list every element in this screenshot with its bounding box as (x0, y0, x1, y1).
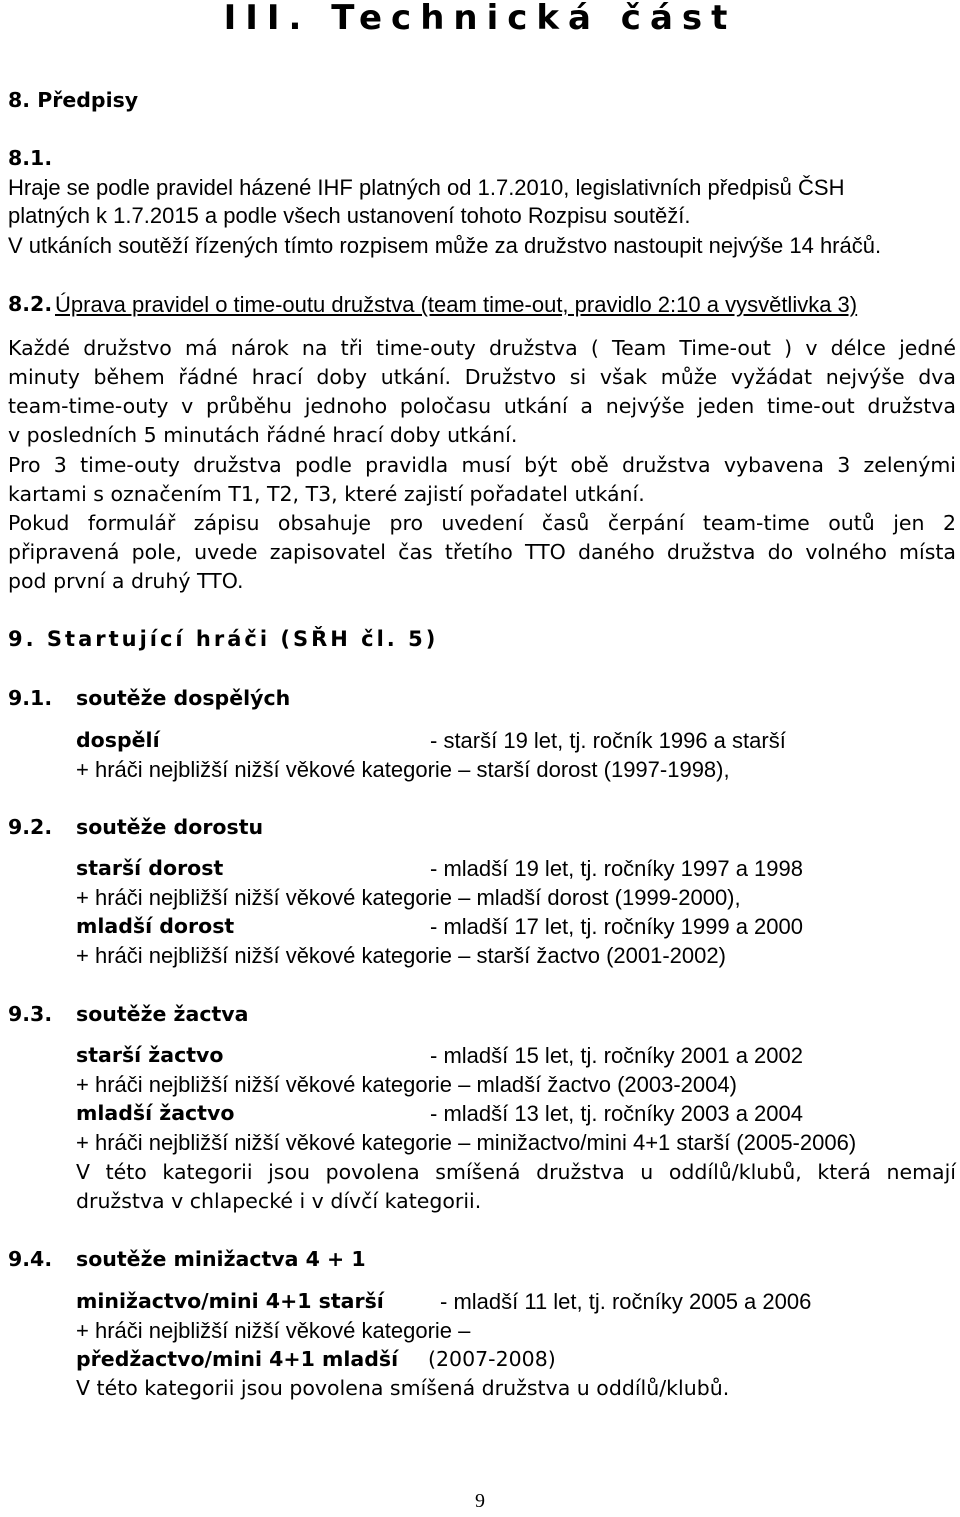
heading-8: 8. Předpisy (8, 88, 139, 112)
heading-9-3-number: 9.3. (8, 1002, 53, 1026)
category-mladsi-zactvo-extra: + hráči nejbližší nižší věkové kategorie – minižactvo/mini 4+1 starší (2005-2006) (76, 1130, 857, 1155)
heading-8-1: 8.1. (8, 146, 53, 170)
heading-9-4-number: 9.4. (8, 1247, 53, 1271)
category-minizactvo-starsi-extra: + hráči nejbližší nižší věkové kategorie – (76, 1318, 471, 1343)
category-mladsi-dorost: mladší dorost (76, 914, 235, 938)
para-3-line2: připravená pole, uvede zapisovatel čas třetího TTO daného družstva do volného místa (8, 540, 956, 564)
category-mladsi-zactvo-age: - mladší 13 let, tj. ročníky 2003 a 2004 (430, 1101, 803, 1126)
category-starsi-zactvo-extra: + hráči nejbližší nižší věkové kategorie – mladší žactvo (2003-2004) (76, 1072, 737, 1097)
category-dospeli: dospělí (76, 728, 160, 752)
heading-9-3-title: soutěže žactva (76, 1002, 249, 1026)
category-mladsi-zactvo: mladší žactvo (76, 1101, 235, 1125)
category-starsi-zactvo: starší žactvo (76, 1043, 224, 1067)
section-title: III. Technická část (223, 0, 737, 38)
category-starsi-zactvo-age: - mladší 15 let, tj. ročníky 2001 a 2002 (430, 1043, 803, 1068)
category-starsi-dorost-extra: + hráči nejbližší nižší věkové kategorie – mladší dorost (1999-2000), (76, 885, 741, 910)
heading-9-1-number: 9.1. (8, 686, 53, 710)
category-starsi-dorost-age: - mladší 19 let, tj. ročníky 1997 a 1998 (430, 856, 803, 881)
category-minizactvo-starsi-age: - mladší 11 let, tj. ročníky 2005 a 2006 (440, 1289, 812, 1314)
category-predzactvo-mladsi-years: (2007-2008) (428, 1347, 556, 1371)
heading-9-4-title: soutěže minižactva 4 + 1 (76, 1247, 366, 1271)
para-3-line3: pod první a druhý TTO. (8, 569, 244, 593)
heading-8-2-number: 8.2. (8, 292, 53, 316)
category-minizactvo-starsi: minižactvo/mini 4+1 starší (76, 1289, 384, 1313)
text-8-1-line2: platných k 1.7.2015 a podle všech ustanovení tohoto Rozpisu soutěží. (8, 203, 691, 228)
note-9-3-line1: V této kategorii jsou povolena smíšená družstva u oddílů/klubů, která nemají (76, 1160, 956, 1184)
heading-9-2-title: soutěže dorostu (76, 815, 264, 839)
para-1-line3: team-time-outy v průběhu jednoho poločasu utkání a nejvýše jeden time-out družstva (8, 394, 956, 418)
heading-9-2-number: 9.2. (8, 815, 53, 839)
para-2-line1: Pro 3 time-outy družstva podle pravidla musí být obě družstva vybavena 3 zelenými (8, 453, 956, 477)
heading-9: 9. Startující hráči (SŘH čl. 5) (8, 627, 439, 651)
note-9-4: V této kategorii jsou povolena smíšená družstva u oddílů/klubů. (76, 1376, 730, 1400)
category-dospeli-extra: + hráči nejbližší nižší věkové kategorie – starší dorost (1997-1998), (76, 757, 730, 782)
heading-9-1-title: soutěže dospělých (76, 686, 291, 710)
category-mladsi-dorost-extra: + hráči nejbližší nižší věkové kategorie – starší žactvo (2001-2002) (76, 943, 726, 968)
para-3-line1: Pokud formulář zápisu obsahuje pro uvedení časů čerpání team-time outů jen 2 (8, 511, 956, 535)
category-starsi-dorost: starší dorost (76, 856, 224, 880)
category-mladsi-dorost-age: - mladší 17 let, tj. ročníky 1999 a 2000 (430, 914, 803, 939)
text-8-1-line1: Hraje se podle pravidel házené IHF platných od 1.7.2010, legislativních předpisů ČSH (8, 175, 845, 200)
para-1-line1: Každé družstvo má nárok na tři time-outy družstva ( Team Time-out ) v délce jedné (8, 336, 956, 360)
heading-8-2-title: Úprava pravidel o time-outu družstva (team time-out, pravidlo 2:10 a vysvětlivka 3) (55, 292, 858, 317)
note-9-3-line2: družstva v chlapecké i v dívčí kategorii. (76, 1189, 482, 1213)
category-dospeli-age: - starší 19 let, tj. ročník 1996 a starší (430, 728, 786, 753)
para-2-line2: kartami s označením T1, T2, T3, které zajistí pořadatel utkání. (8, 482, 645, 506)
para-1-line4: v posledních 5 minutách řádné hrací doby utkání. (8, 423, 518, 447)
category-predzactvo-mladsi: předžactvo/mini 4+1 mladší (76, 1347, 399, 1371)
page-number: 9 (475, 1490, 485, 1512)
text-8-1-line3: V utkáních soutěží řízených tímto rozpisem může za družstvo nastoupit nejvýše 14 hráčů. (8, 233, 882, 258)
para-1-line2: minuty během řádné hrací doby utkání. Družstvo si však může vyžádat nejvýše dva (8, 365, 956, 389)
